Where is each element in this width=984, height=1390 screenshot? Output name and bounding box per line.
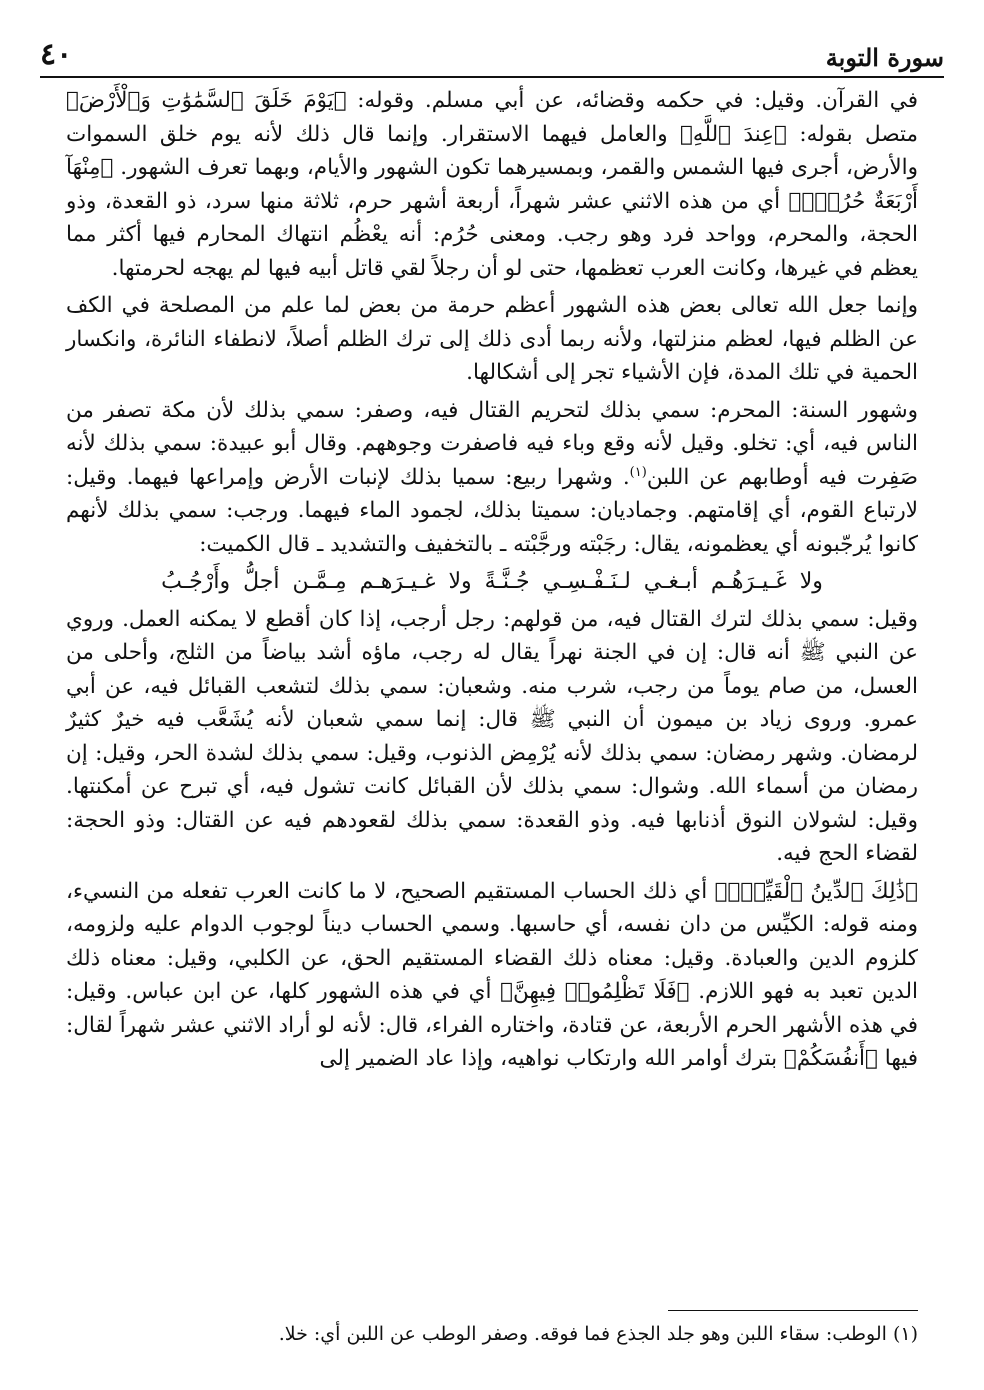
months-text-part-2: . وشهرا ربيع: سميا بذلك لإنبات الأرض وإمراعها فيهما. وقيل: لارتباع القوم، أي إقامتهم. وجماديان: سميتا بذلك، لجمود الماء فيهما. ورجب: سمي بذلك لأنهم كانوا يُرجّبونه أي يعظمونه، يقال: رجَبْته ورجَّبْته ـ بالتخفيف والتشديد ـ قال الكميت: xyxy=(66,464,918,557)
footnote-1: (١) الوطب: سقاء اللبن وهو جلد الجذع فما فوقه. وصفر الوطب عن اللبن أي: خلا. xyxy=(278,1323,918,1345)
footnote-reference: (١) xyxy=(629,464,647,480)
paragraph-din: ﴿ذَٰلِكَ ٱلدِّينُ ٱلْقَيِّمُۚ﴾ أي ذلك الحساب المستقيم الصحيح، لا ما كانت العرب تفعله من النسيء، ومنه قوله: الكيِّس من دان نفسه، أي حاسبها. وسمي الحساب ديناً لوجوب الدوام عليه ولزومه، كلزوم الدين والعبادة. وقيل: معناه ذلك القضاء المستقيم الحق، عن الكلبي، وقيل: معناه ذلك الدين تعبد به فهو اللازم. ﴿فَلَا تَظْلِمُوا۟ فِيهِنَّ﴾ أي في هذه الشهور كلها، عن ابن عباس. وقيل: في هذه الأشهر الحرم الأربعة، عن قتادة، واختاره الفراء، قال: لأنه لو أراد الاثني عشر شهراً لقال: فيها ﴿أَنفُسَكُمْ﴾ بترك أوامر الله وارتكاب نواهيه، وإذا عاد الضمير إلى xyxy=(66,878,918,1071)
page-header xyxy=(40,26,944,78)
months-text-part-1: وشهور السنة: المحرم: سمي بذلك لتحريم القتال فيه، وصفر: سمي بذلك لأن مكة تصفر من الناس فيه، أي: تخلو. وقيل لأنه وقع وباء فيه فاصفرت وجوههم. وقال أبو عبيدة: سمي بذلك لأنه صَفِرت فيه أوطابهم عن اللبن xyxy=(66,397,918,490)
main-text xyxy=(66,84,918,1076)
paragraph-2: وإنما جعل الله تعالى بعض هذه الشهور أعظم حرمة من بعض لما علم من المصلحة في الكف عن الظلم فيها، لعظم منزلتها، ولأنه ربما أدى ذلك إلى ترك الظلم أصلاً، لانطفاء النائرة، وانكسار الحمية في تلك المدة، فإن الأشياء تجر إلى أشكالها. xyxy=(66,293,918,385)
paragraph-months xyxy=(66,394,918,562)
footnotes xyxy=(66,1320,918,1348)
poetry-verse: ولا غَـيـرَهُـم أبـغـي لـنَـفْـسِـي جُـنَّـةً ولا غـيـرَهـم مِـمَّـن أجلُّ وأَرْجُـبُ xyxy=(161,569,823,594)
paragraph-rajab: وقيل: سمي بذلك لترك القتال فيه، من قولهم: رجل أرجب، إذا كان أقطع لا يمكنه العمل. وروي عن النبي ﷺ أنه قال: إن في الجنة نهراً يقال له رجب، ماؤه أشد بياضاً من الثلج، وأحلى من العسل، من صام يوماً من رجب، شرب منه. وشعبان: سمي بذلك لتشعب القبائل فيه، عن أبي عمرو. وروى زياد بن ميمون أن النبي ﷺ قال: إنما سمي شعبان لأنه يُشَعَّب فيه خيرٌ كثيرٌ لرمضان. وشهر رمضان: سمي بذلك لأنه يُرْمِض الذنوب، وقيل: سمي بذلك لشدة الحر، وقيل: إن رمضان من أسماء الله. وشوال: سمي بذلك لأن القبائل كانت تشول فيه، أي تبرح عن أمكنتها. وقيل: لشولان النوق أذنابها فيه. وذو القعدة: سمي بذلك لقعودهم فيه عن القتال: وذو الحجة: لقضاء الحج فيه. xyxy=(66,606,918,866)
running-title: سورة التوبة xyxy=(825,43,944,72)
paragraph-1: في القرآن. وقيل: في حكمه وقضائه، عن أبي مسلم. وقوله: ﴿يَوْمَ خَلَقَ ٱلسَّمَٰوَٰتِ وَٱلْأَرْضَ﴾ متصل بقوله: ﴿عِندَ ٱللَّهِ﴾ والعامل فيهما الاستقرار. وإنما قال ذلك لأنه يوم خلق السموات والأرض، أجرى فيها الشمس والقمر، وبمسيرهما تكون الشهور والأيام، وبهما تعرف الشهور. ﴿مِنْهَآ أَرْبَعَةٌ حُرُمٌۚ﴾ أي من هذه الاثني عشر شهراً، أربعة أشهر حرم، ثلاثة منها سرد، ذو القعدة، وذو الحجة، والمحرم، وواحد فرد وهو رجب. ومعنى حُرُم: أنه يعْظُم انتهاك المحارم فيها أكثر مما يعظم في غيرها، وكانت العرب تعظمها، حتى لو أن رجلاً لقي قاتل أبيه فيها لم يهجه لحرمتها. xyxy=(66,88,918,281)
footnote-divider xyxy=(668,1310,918,1311)
page-number: ٤٠ xyxy=(40,37,73,72)
